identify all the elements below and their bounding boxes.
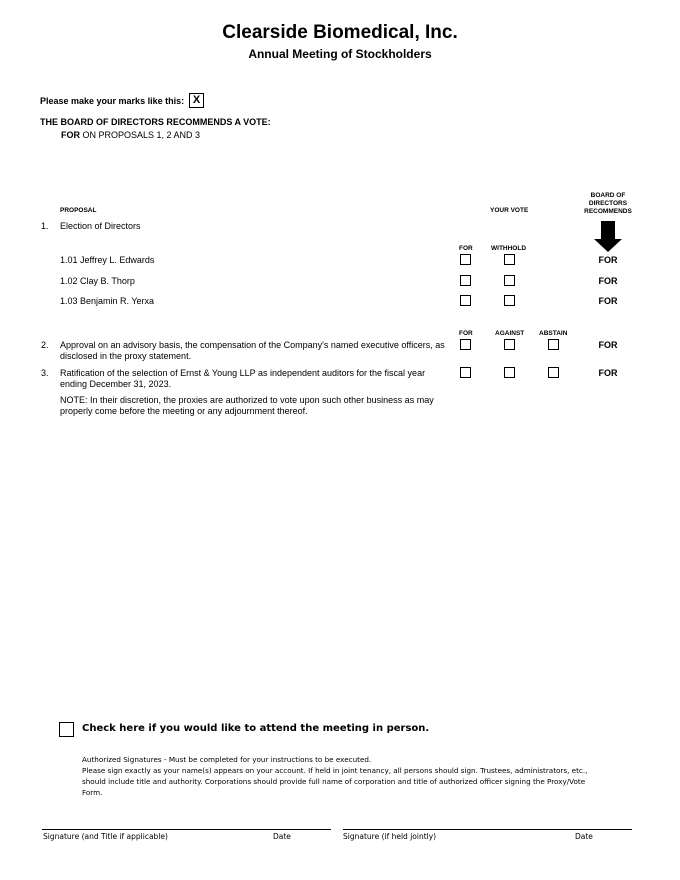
nominee-2-for-checkbox[interactable]	[460, 275, 471, 286]
proposal-2-text	[60, 340, 455, 362]
proposal-3-recommendation: FOR	[598, 368, 618, 378]
nominee-1-for-checkbox[interactable]	[460, 254, 471, 265]
attend-meeting-checkbox[interactable]	[59, 722, 74, 737]
p1-for-header: FOR	[459, 245, 473, 252]
nominee-3-recommendation: FOR	[598, 296, 618, 306]
board-recommends-column-header	[578, 192, 638, 216]
nominee-3-for-checkbox[interactable]	[460, 295, 471, 306]
nominee-2-label: 1.02 Clay B. Thorp	[60, 276, 135, 286]
proposal-2-for-checkbox[interactable]	[460, 339, 471, 350]
nominee-1-withhold-checkbox[interactable]	[504, 254, 515, 265]
board-header-line3: RECOMMENDS	[584, 208, 632, 215]
signature-line-1[interactable]	[42, 829, 331, 830]
proposal-2-number: 2.	[41, 340, 49, 350]
signature-line-2[interactable]	[343, 829, 632, 830]
proposal-2-recommendation: FOR	[598, 340, 618, 350]
marks-instruction: Please make your marks like this:	[40, 96, 185, 106]
nominee-3-withhold-checkbox[interactable]	[504, 295, 515, 306]
date-2-label: Date	[575, 832, 593, 841]
signature-2-label: Signature (if held jointly)	[343, 832, 437, 841]
proposal-1-title: Election of Directors	[60, 221, 141, 231]
proposal-3-line1: Ratification of the selection of Ernst & Young LLP as independent auditors for the fiscal year	[60, 368, 426, 378]
note-line1: NOTE: In their discretion, the proxies are authorized to vote upon such other business as may	[60, 395, 434, 405]
board-header-line2: DIRECTORS	[588, 200, 628, 207]
p2-for-header: FOR	[459, 330, 473, 337]
proposal-3-line2: ending December 31, 2023.	[60, 379, 172, 389]
signature-instructions	[82, 754, 612, 798]
note-line2: properly come before the meeting or any adjournment thereof.	[60, 406, 308, 416]
proposal-3-against-checkbox[interactable]	[504, 367, 515, 378]
proposal-3-abstain-checkbox[interactable]	[548, 367, 559, 378]
proposal-2-line1: Approval on an advisory basis, the compensation of the Company's named executive officers, as	[60, 340, 445, 350]
your-vote-column-header: YOUR VOTE	[490, 207, 529, 214]
board-header-line1: BOARD OF	[590, 192, 626, 199]
example-mark-box: X	[189, 93, 204, 108]
proposal-1-number: 1.	[41, 221, 49, 231]
proposal-column-header: PROPOSAL	[60, 207, 97, 214]
note-text	[60, 395, 460, 417]
signature-1-label: Signature (and Title if applicable)	[43, 832, 168, 841]
nominee-1-recommendation: FOR	[598, 255, 618, 265]
arrow-down-icon	[594, 221, 622, 252]
nominee-2-withhold-checkbox[interactable]	[504, 275, 515, 286]
company-title: Clearside Biomedical, Inc.	[222, 22, 458, 43]
proposal-3-number: 3.	[41, 368, 49, 378]
proposal-2-line2: disclosed in the proxy statement.	[60, 351, 192, 361]
for-rest: ON PROPOSALS 1, 2 AND 3	[82, 130, 201, 140]
attend-meeting-label: Check here if you would like to attend the meeting in person.	[82, 723, 430, 734]
proposal-2-against-checkbox[interactable]	[504, 339, 515, 350]
board-recommends-heading: THE BOARD OF DIRECTORS RECOMMENDS A VOTE:	[40, 117, 271, 127]
nominee-2-recommendation: FOR	[598, 276, 618, 286]
proposal-2-abstain-checkbox[interactable]	[548, 339, 559, 350]
p2-against-header: AGAINST	[495, 330, 525, 337]
signature-instructions-line2: Please sign exactly as your name(s) appears on your account. If held in joint tenancy, all persons should sign. Trustees, administrators, etc.,	[82, 766, 588, 775]
p2-abstain-header: ABSTAIN	[539, 330, 568, 337]
board-recommends-line	[61, 130, 200, 140]
for-word: FOR	[61, 130, 80, 140]
nominee-1-label: 1.01 Jeffrey L. Edwards	[60, 255, 155, 265]
date-1-label: Date	[273, 832, 291, 841]
proposal-3-for-checkbox[interactable]	[460, 367, 471, 378]
signature-instructions-line4: Form.	[82, 788, 103, 797]
nominee-3-label: 1.03 Benjamin R. Yerxa	[60, 296, 155, 306]
proposal-3-text	[60, 368, 455, 390]
signature-instructions-line1: Authorized Signatures - Must be completed for your instructions to be executed.	[82, 755, 372, 764]
meeting-subtitle: Annual Meeting of Stockholders	[248, 47, 432, 61]
signature-instructions-line3: should include title and authority. Corporations should provide full name of corporation and title of authorized officer signing the Proxy/Vote	[82, 777, 586, 786]
p1-withhold-header: WITHHOLD	[491, 245, 527, 252]
